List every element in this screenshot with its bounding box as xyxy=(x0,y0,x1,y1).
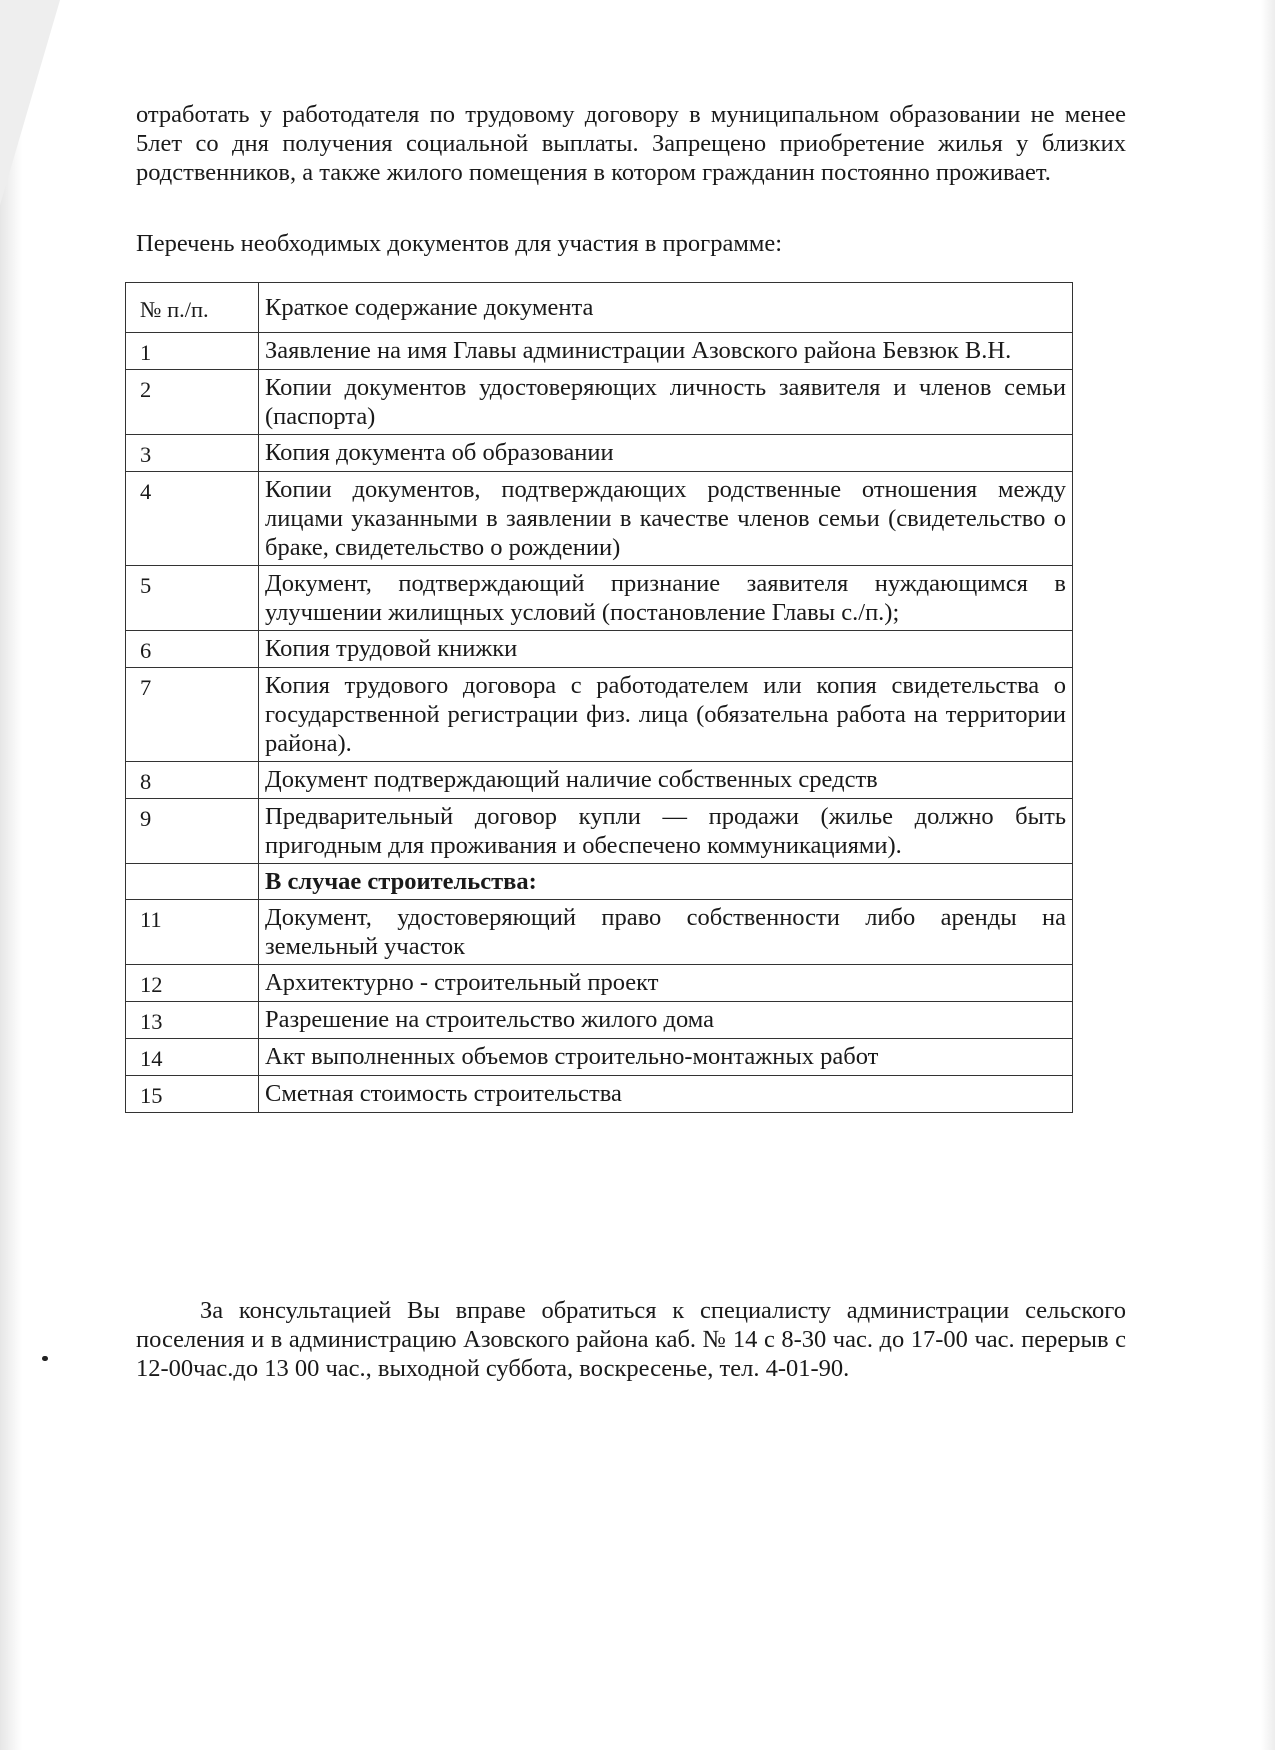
intro-paragraph: отработать у работодателя по трудовому договору в муниципальном образовании не менее 5лет со дня получения социальной выплаты. Запрещено приобретение жилья у близких родственников, а также жилого помещения в котором гражданин постоянно проживает. xyxy=(136,101,1126,186)
row-number: 12 xyxy=(126,965,259,1002)
row-number: 15 xyxy=(126,1076,259,1113)
row-number: 5 xyxy=(126,566,259,631)
empty-number-cell xyxy=(126,864,259,900)
row-text: Документ подтверждающий наличие собственных средств xyxy=(259,762,1073,799)
ink-speck xyxy=(42,1356,48,1361)
row-number: 11 xyxy=(126,900,259,965)
row-number: 3 xyxy=(126,435,259,472)
row-number: 1 xyxy=(126,333,259,370)
row-text: Разрешение на строительство жилого дома xyxy=(259,1002,1073,1039)
table-row xyxy=(126,435,1073,472)
row-number: 14 xyxy=(126,1039,259,1076)
row-text: Копия документа об образовании xyxy=(259,435,1073,472)
table-row xyxy=(126,631,1073,668)
row-text: Копия трудового договора с работодателем или копия свидетельства о государственной регистрации физ. лица (обязательна работа на территории района). xyxy=(259,668,1073,762)
row-text: Документ, удостоверяющий право собственности либо аренды на земельный участок xyxy=(259,900,1073,965)
row-text: Архитектурно - строительный проект xyxy=(259,965,1073,1002)
table-row xyxy=(126,1039,1073,1076)
scan-edge-shadow xyxy=(0,0,22,1750)
row-text: Сметная стоимость строительства xyxy=(259,1076,1073,1113)
row-number: 6 xyxy=(126,631,259,668)
documents-table xyxy=(125,282,1073,1113)
row-number: 13 xyxy=(126,1002,259,1039)
row-number: 2 xyxy=(126,370,259,435)
header-number-cell: № п./п. xyxy=(126,283,259,333)
table-row xyxy=(126,900,1073,965)
row-text: Акт выполненных объемов строительно-монтажных работ xyxy=(259,1039,1073,1076)
row-number: 4 xyxy=(126,472,259,566)
row-text: Заявление на имя Главы администрации Азовского района Бевзюк В.Н. xyxy=(259,333,1073,370)
row-number: 7 xyxy=(126,668,259,762)
table-row xyxy=(126,762,1073,799)
scan-edge-shadow-right xyxy=(1261,0,1275,1750)
header-content-cell: Краткое содержание документа xyxy=(259,283,1073,333)
row-text: Копии документов, подтверждающих родственные отношения между лицами указанными в заявлении в качестве членов семьи (свидетельство о браке, свидетельство о рождении) xyxy=(259,472,1073,566)
construction-heading: В случае строительства: xyxy=(259,864,1073,900)
table-row xyxy=(126,566,1073,631)
table-row xyxy=(126,1076,1073,1113)
table-row xyxy=(126,472,1073,566)
row-number: 9 xyxy=(126,799,259,864)
table-row xyxy=(126,1002,1073,1039)
table-row xyxy=(126,799,1073,864)
table-header-row xyxy=(126,283,1073,333)
row-text: Документ, подтверждающий признание заявителя нуждающимся в улучшении жилищных условий (постановление Главы с./п.); xyxy=(259,566,1073,631)
folded-corner xyxy=(0,0,60,205)
row-text: Копии документов удостоверяющих личность заявителя и членов семьи (паспорта) xyxy=(259,370,1073,435)
construction-heading-row xyxy=(126,864,1073,900)
row-text: Предварительный договор купли — продажи (жилье должно быть пригодным для проживания и обеспечено коммуникациями). xyxy=(259,799,1073,864)
consultation-paragraph: За консультацией Вы вправе обратиться к специалисту администрации сельского поселения и в администрацию Азовского района каб. № 14 с 8-30 час. до 17-00 час. перерыв с 12-00час.до 13 00 час., выходной суббота, воскресенье, тел. 4-01-90. xyxy=(136,1297,1126,1382)
row-text: Копия трудовой книжки xyxy=(259,631,1073,668)
table-row xyxy=(126,370,1073,435)
table-row xyxy=(126,333,1073,370)
table-row xyxy=(126,668,1073,762)
documents-list-intro: Перечень необходимых документов для участия в программе: xyxy=(136,230,783,257)
table-row xyxy=(126,965,1073,1002)
row-number: 8 xyxy=(126,762,259,799)
